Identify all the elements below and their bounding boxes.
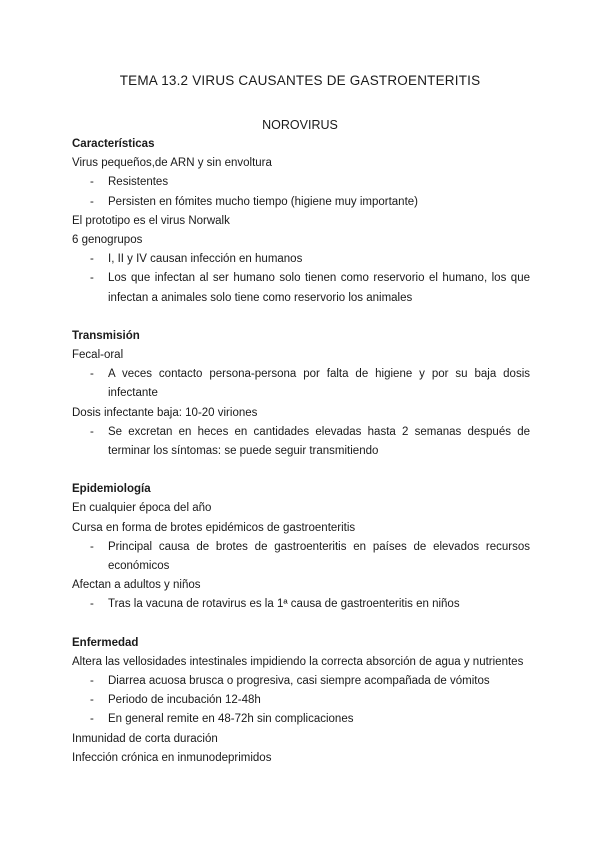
bullet-text: Periodo de incubación 12-48h — [108, 694, 261, 707]
heading-transmision: Transmisión — [72, 329, 140, 342]
bullet-dash: - — [90, 713, 94, 726]
text-line: Virus pequeños,de ARN y sin envoltura — [72, 157, 272, 170]
bullet-text: Tras la vacuna de rotavirus es la 1ª causa de gastroenteritis en niños — [108, 598, 460, 611]
bullet-dash: - — [90, 540, 94, 553]
bullet-text: I, II y IV causan infección en humanos — [108, 253, 303, 266]
bullet-item — [72, 173, 530, 192]
bullet-item — [72, 710, 530, 729]
bullet-text: Persisten en fómites mucho tiempo (higiene muy importante) — [108, 195, 419, 208]
bullet-dash: - — [90, 675, 94, 688]
bullet-text: En general remite en 48-72h sin complicaciones — [108, 713, 354, 726]
bullet-item — [72, 423, 530, 461]
heading-enfermedad: Enfermedad — [72, 636, 139, 649]
document-subtitle: NOROVIRUS — [262, 118, 338, 132]
bullet-item — [72, 538, 530, 576]
text-line: Fecal-oral — [72, 349, 124, 362]
bullet-dash: - — [90, 425, 94, 438]
bullet-dash: - — [90, 598, 94, 611]
text-line: 6 genogrupos — [72, 234, 143, 247]
text-line: Altera las vellosidades intestinales impidiendo la correcta absorción de agua y nutrientes — [72, 655, 524, 668]
bullet-text: Diarrea acuosa brusca o progresiva, casi siempre acompañada de vómitos — [108, 675, 490, 688]
bullet-item — [72, 672, 530, 691]
text-line: Afectan a adultos y niños — [72, 579, 201, 592]
bullet-dash: - — [90, 195, 94, 208]
document-body — [72, 135, 530, 768]
text-line: Infección crónica en inmunodeprimidos — [72, 751, 272, 764]
bullet-item — [72, 269, 530, 307]
bullet-text: A veces contacto persona-persona por falta de higiene y por su baja dosis infectante — [108, 368, 530, 400]
bullet-item — [72, 193, 530, 212]
bullet-item — [72, 365, 530, 403]
bullet-dash: - — [90, 253, 94, 266]
bullet-text: Los que infectan al ser humano solo tienen como reservorio el humano, los que infectan a animales solo tiene como reservorio los animales — [108, 272, 530, 304]
document-title: TEMA 13.2 VIRUS CAUSANTES DE GASTROENTERITIS — [119, 73, 481, 88]
bullet-item — [72, 595, 530, 614]
bullet-text: Se excretan en heces en cantidades elevadas hasta 2 semanas después de terminar los síntomas: se puede seguir transmitiendo — [108, 425, 530, 458]
bullet-dash: - — [90, 694, 94, 707]
bullet-dash: - — [90, 272, 94, 285]
bullet-dash: - — [90, 176, 94, 189]
bullet-text: Resistentes — [108, 176, 169, 189]
text-line: Dosis infectante baja: 10-20 viriones — [72, 406, 258, 419]
text-line: Inmunidad de corta duración — [72, 732, 218, 745]
heading-caracteristicas: Características — [72, 138, 155, 150]
bullet-dash: - — [90, 368, 94, 381]
bullet-text: Principal causa de brotes de gastroenteritis en países de elevados recursos económicos — [108, 540, 530, 573]
bullet-item — [72, 250, 530, 269]
bullet-item — [72, 691, 530, 710]
text-line: En cualquier época del año — [72, 502, 212, 515]
text-line: Cursa en forma de brotes epidémicos de gastroenteritis — [72, 521, 356, 534]
text-line: El prototipo es el virus Norwalk — [72, 214, 230, 227]
heading-epidemiologia: Epidemiología — [72, 483, 151, 496]
